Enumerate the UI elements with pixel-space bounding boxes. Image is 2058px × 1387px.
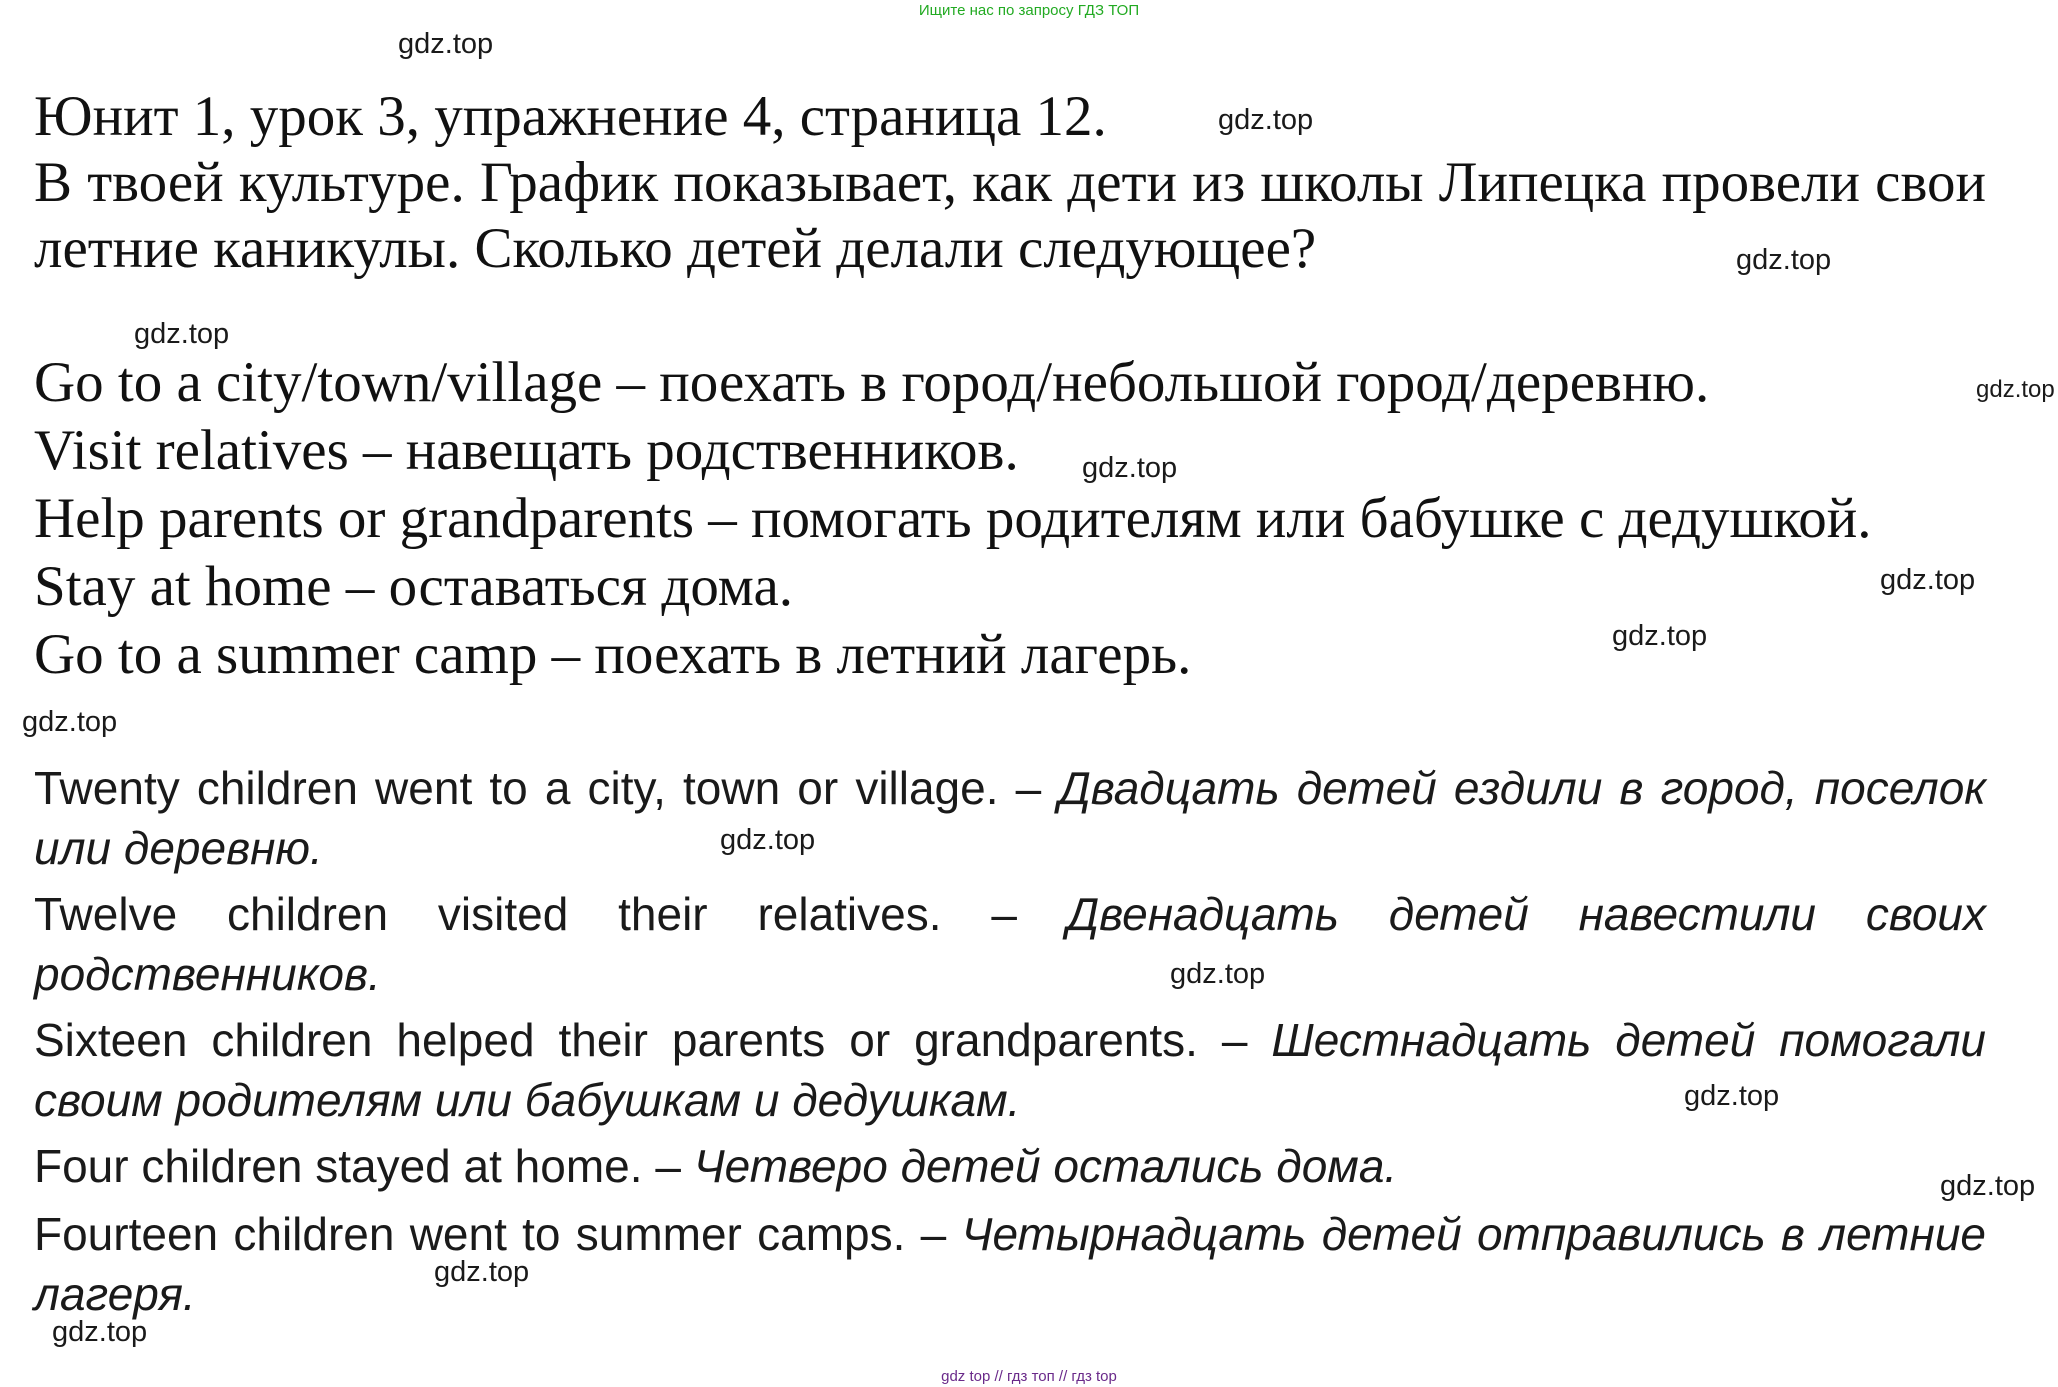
watermark: gdz.top [1736,244,1832,276]
intro-text: В твоей культуре. График показывает, как дети из школы Липецка провели свои летние каникулы. Сколько детей делали следующее? [34,151,1986,280]
footer-links[interactable]: gdz top // гдз топ // гдз top [941,1368,1117,1385]
answer-en: Twenty children went to a city, town or village. – [34,762,1059,814]
answer-en: Sixteen children helped their parents or grandparents. – [34,1014,1272,1066]
watermark: gdz.top [720,824,816,856]
answer-item [34,1204,1986,1324]
vocab-item: Visit relatives – навещать родственников. [34,419,1019,482]
answer-en: Twelve children visited their relatives. – [34,888,1067,940]
watermark: gdz.top [1082,452,1178,484]
watermark: gdz.top [1976,376,2055,403]
watermark: gdz.top [1880,564,1976,596]
watermark: gdz.top [1218,104,1314,136]
watermark: gdz.top [52,1316,148,1348]
answer-ru: Четверо детей остались дома. [693,1140,1398,1192]
vocab-item: Go to a city/town/village – поехать в город/небольшой город/деревню. [34,351,1710,414]
answer-ru: Двадцать детей ездили в город, поселок или деревню. [34,762,1987,874]
answer-ru: Четырнадцать детей отправились в летние лагеря. [34,1208,1986,1320]
vocab-item: Help parents or grandparents – помогать родителям или бабушке с дедушкой. [34,487,1872,550]
watermark: gdz.top [1940,1170,2036,1202]
watermark: gdz.top [1684,1080,1780,1112]
vocab-item: Go to a summer camp – поехать в летний лагерь. [34,623,1192,686]
watermark: gdz.top [1612,620,1708,652]
top-banner[interactable]: Ищите нас по запросу ГДЗ ТОП [918,2,1140,19]
vocab-item: Stay at home – оставаться дома. [34,555,794,618]
answer-item [34,884,1986,1004]
watermark: gdz.top [22,706,118,738]
page-title: Юнит 1, урок 3, упражнение 4, страница 12. [34,85,1107,148]
answer-en: Four children stayed at home. – [34,1140,694,1192]
answer-item [34,758,1986,878]
answer-ru: Двенадцать детей навестили своих родственников. [34,888,1986,1000]
watermark: gdz.top [398,28,494,60]
answer-ru: Шестнадцать детей помогали своим родителям или бабушкам и дедушкам. [34,1014,1986,1126]
watermark: gdz.top [1170,958,1266,990]
watermark: gdz.top [434,1256,530,1288]
answer-en: Fourteen children went to summer camps. – [34,1208,962,1260]
watermark: gdz.top [134,318,230,350]
answer-item [34,1136,1397,1196]
answer-item [34,1010,1986,1130]
